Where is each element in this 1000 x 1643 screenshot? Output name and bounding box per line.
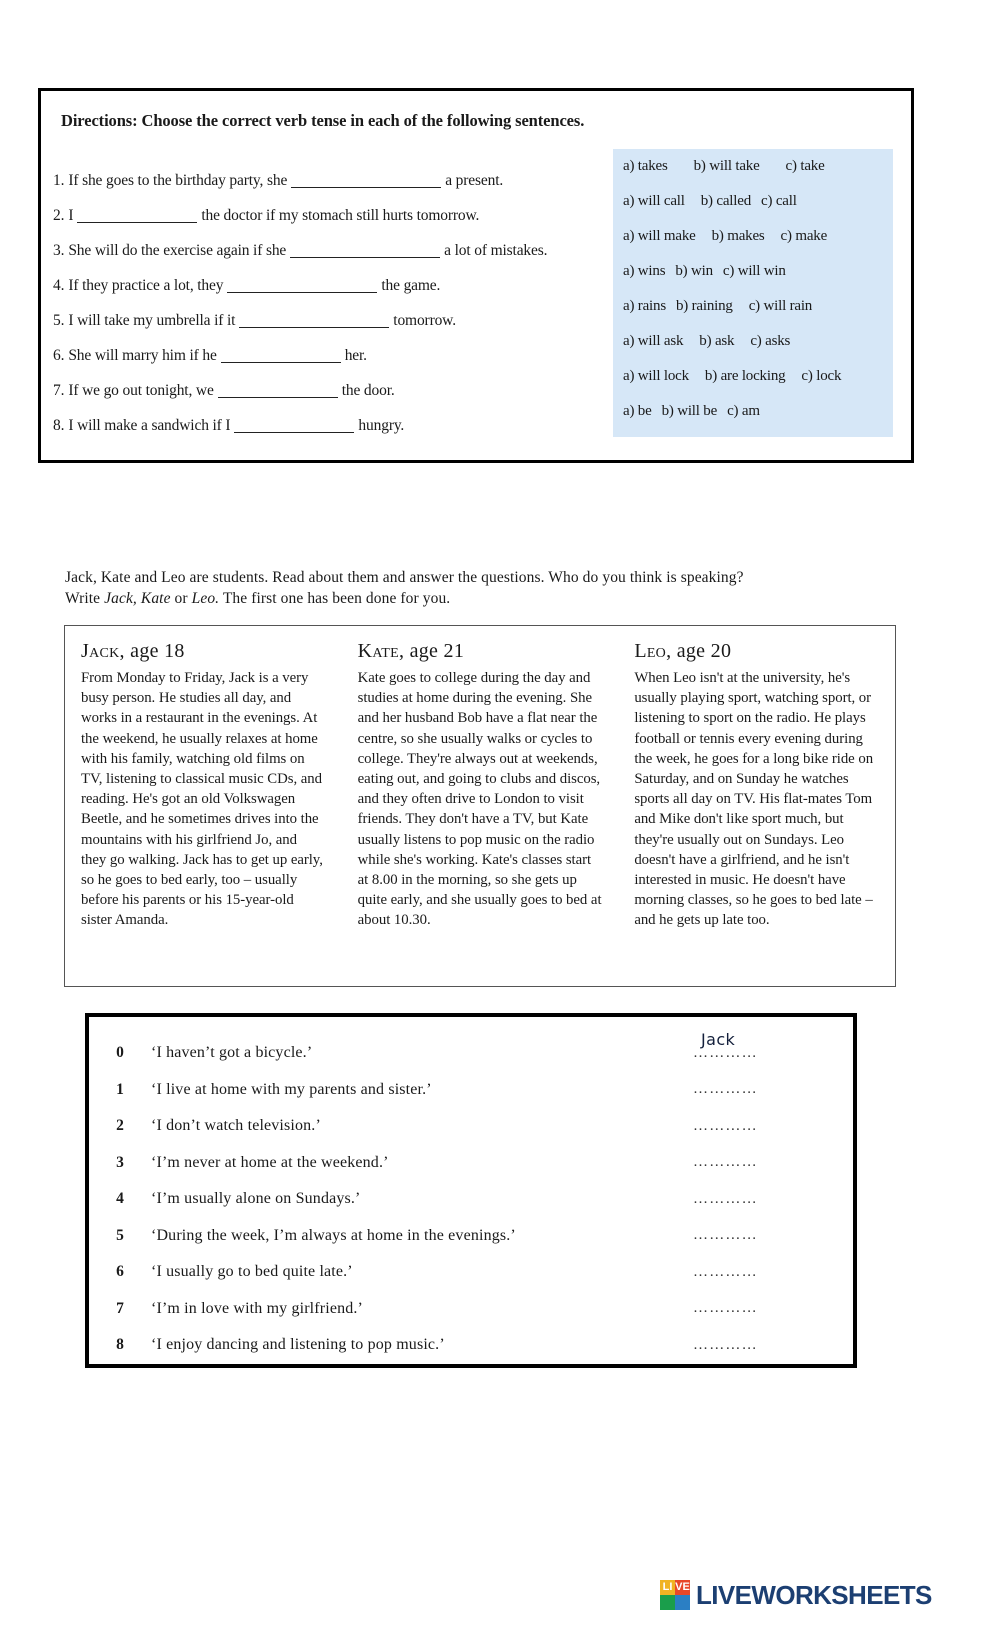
option-row — [613, 359, 893, 394]
quiz-row — [89, 1181, 853, 1218]
answer-dotted-line: ………… — [693, 1190, 758, 1207]
profile-kate-title — [358, 640, 603, 663]
profile-kate-age: , age 21 — [398, 640, 465, 662]
answer-dotted-line: ………… — [693, 1336, 758, 1353]
answer-options-panel — [613, 149, 893, 437]
quiz-statement: ‘I’m never at home at the weekend.’ — [151, 1153, 389, 1171]
option-row — [613, 149, 893, 184]
quiz-number: 5 — [116, 1226, 124, 1244]
quiz-row — [89, 1291, 853, 1328]
profile-leo-age: , age 20 — [666, 640, 732, 662]
option-row — [613, 254, 893, 289]
option-c[interactable]: c) asks — [750, 333, 791, 349]
answer-blank-4[interactable] — [227, 278, 377, 293]
option-row — [613, 324, 893, 359]
option-b[interactable]: b) called — [700, 193, 752, 209]
quiz-answer-field[interactable] — [693, 1154, 853, 1171]
quiz-row — [89, 1145, 853, 1182]
verb-sentence-list — [53, 163, 623, 443]
quiz-statement: ‘I haven’t got a bicycle.’ — [151, 1044, 313, 1062]
answer-blank-1[interactable] — [291, 173, 441, 188]
liveworksheets-mark-icon — [660, 1580, 690, 1610]
profile-kate-name: Kate — [357, 640, 399, 662]
profile-leo-text: When Leo isn't at the university, he's usually playing sport, watching sport, or listening to sport on the radio. He plays football or tennis every evening during the week, he goes for a long bike ride on Saturday, and on Sunday he watches sports all day on TV. His flat-mates Tom and Mike don't like sport much, but they're usually out on Sundays. Leo doesn't have a girlfriend, and he isn't interested in music. He doesn't have morning classes, so he goes to bed late – and he gets up late too. — [634, 670, 874, 929]
option-a[interactable]: a) rains — [623, 298, 666, 314]
sentence-number: 4. — [53, 276, 65, 294]
sentence-text-before: She will marry him if he — [68, 346, 217, 364]
sentence-text-after: the door. — [341, 381, 395, 399]
option-c[interactable]: c) am — [727, 403, 760, 419]
sentence-text-after: the doctor if my stomach still hurts tomorrow. — [201, 206, 480, 224]
sentence-text-after: the game. — [381, 276, 441, 294]
quiz-row — [89, 1029, 853, 1072]
option-b[interactable]: b) will take — [693, 158, 760, 174]
answer-dotted-line: ………… — [693, 1227, 758, 1244]
sentence-text-after: hungry. — [358, 416, 405, 434]
quiz-statement: ‘I’m in love with my girlfriend.’ — [151, 1299, 364, 1317]
verb-sentence-row — [53, 373, 623, 408]
option-b[interactable]: b) are locking — [704, 368, 786, 384]
sentence-text-before: If they practice a lot, they — [68, 276, 224, 294]
quiz-statements-box — [85, 1013, 857, 1368]
sentence-text-after: tomorrow. — [393, 311, 456, 329]
quiz-statement: ‘I usually go to bed quite late.’ — [151, 1263, 353, 1281]
sentence-number: 2. — [53, 206, 65, 224]
or-label: or — [170, 590, 192, 607]
option-b[interactable]: b) ask — [699, 333, 735, 349]
option-b[interactable]: b) win — [675, 263, 713, 279]
profile-kate — [342, 626, 619, 986]
option-row — [613, 394, 893, 429]
option-b[interactable]: b) makes — [711, 228, 765, 244]
student-profiles-container — [64, 625, 896, 987]
liveworksheets-logo[interactable] — [660, 1578, 932, 1612]
verb-sentence-row — [53, 233, 623, 268]
reading-instructions-line-2 — [65, 588, 925, 609]
verb-sentence-row — [53, 163, 623, 198]
option-row — [613, 219, 893, 254]
verb-tense-exercise-box — [38, 88, 914, 463]
quiz-answer-field[interactable] — [693, 1029, 853, 1062]
quiz-statement: ‘I don’t watch television.’ — [151, 1117, 321, 1135]
quiz-number: 0 — [116, 1044, 124, 1062]
logo-tile-ve: VE — [675, 1581, 690, 1593]
quiz-number: 3 — [116, 1153, 124, 1171]
option-a[interactable]: a) be — [623, 403, 652, 419]
sentence-text-after: a present. — [445, 171, 504, 189]
profile-jack — [65, 626, 342, 986]
sentence-number: 8. — [53, 416, 65, 434]
answer-dotted-line: ………… — [693, 1117, 758, 1134]
quiz-statement: ‘I live at home with my parents and sister.’ — [151, 1080, 432, 1098]
answer-dotted-line: ………… — [693, 1044, 758, 1061]
profile-jack-title — [81, 640, 326, 663]
quiz-row — [89, 1218, 853, 1255]
sentence-text-before: I will take my umbrella if it — [68, 311, 236, 329]
answer-value-example: Jack — [701, 1029, 736, 1049]
quiz-number: 4 — [116, 1190, 124, 1208]
verb-sentence-row — [53, 303, 623, 338]
quiz-row — [89, 1072, 853, 1109]
quiz-row — [89, 1327, 853, 1364]
sentence-text-before: She will do the exercise again if she — [68, 241, 287, 259]
verb-sentence-row — [53, 408, 623, 443]
quiz-statement: ‘I enjoy dancing and listening to pop music.’ — [151, 1336, 445, 1354]
quiz-answer-field[interactable] — [693, 1264, 853, 1281]
sentence-text-after: a lot of mistakes. — [444, 241, 548, 259]
verb-sentence-row — [53, 268, 623, 303]
quiz-number: 2 — [116, 1117, 124, 1135]
sentence-number: 7. — [53, 381, 65, 399]
names-jack-kate: Jack, Kate — [104, 590, 171, 607]
quiz-statement: ‘I’m usually alone on Sundays.’ — [151, 1190, 361, 1208]
answer-dotted-line: ………… — [693, 1300, 758, 1317]
profile-jack-age: , age 18 — [119, 640, 185, 662]
sentence-text-before: If she goes to the birthday party, she — [68, 171, 288, 189]
answer-blank-6[interactable] — [221, 348, 341, 363]
name-leo: Leo. — [191, 590, 220, 607]
option-c[interactable]: c) call — [761, 193, 797, 209]
quiz-answer-field[interactable] — [693, 1191, 853, 1208]
quiz-answer-field[interactable] — [693, 1118, 853, 1135]
sentence-text-before: I will make a sandwich if I — [68, 416, 231, 434]
option-a[interactable]: a) will call — [623, 193, 685, 209]
quiz-number: 8 — [116, 1336, 124, 1354]
option-c[interactable]: c) will win — [722, 263, 786, 279]
reading-instructions-line-1: Jack, Kate and Leo are students. Read about them and answer the questions. Who do you think is speaking? — [65, 569, 744, 586]
answer-blank-5[interactable] — [239, 313, 389, 328]
option-a[interactable]: a) will ask — [623, 333, 684, 349]
profile-jack-name: Jack — [81, 640, 120, 662]
answer-blank-3[interactable] — [290, 243, 440, 258]
quiz-answer-field[interactable] — [693, 1300, 853, 1317]
sentence-text-before: I — [68, 206, 74, 224]
verb-sentence-row — [53, 338, 623, 373]
logo-tile-3 — [660, 1595, 675, 1610]
profile-jack-text: From Monday to Friday, Jack is a very busy person. He studies all day, and works in a restaurant in the evenings. At the weekend, he usually relaxes at home with his family, watching old films on TV, listening to classical music CDs, and reading. He's got an old Volkswagen Beetle, and he sometimes drives into the mountains with his girlfriend Jo, and they go walking. Jack has to get up early, so he goes to bed early, too – usually before his parents or his 15-year-old sister Amanda. — [81, 670, 323, 929]
profile-leo — [618, 626, 895, 986]
quiz-number: 6 — [116, 1263, 124, 1281]
liveworksheets-wordmark: LIVEWORKSHEETS — [696, 1579, 932, 1610]
quiz-answer-field[interactable] — [693, 1337, 853, 1354]
option-b[interactable]: b) will be — [661, 403, 718, 419]
logo-tile-4 — [675, 1595, 690, 1610]
sentence-number: 5. — [53, 311, 65, 329]
verb-sentence-row — [53, 198, 623, 233]
sentence-number: 1. — [53, 171, 65, 189]
option-a[interactable]: a) will lock — [623, 368, 689, 384]
verb-directions-heading: Directions: Choose the correct verb tense in each of the following sentences. — [61, 111, 585, 130]
option-a[interactable]: a) wins — [623, 263, 666, 279]
quiz-row — [89, 1108, 853, 1145]
answer-blank-8[interactable] — [234, 418, 354, 433]
option-c[interactable]: c) will rain — [748, 298, 813, 314]
quiz-answer-field[interactable] — [693, 1227, 853, 1244]
quiz-statement: ‘During the week, I’m always at home in the evenings.’ — [151, 1226, 516, 1244]
answer-dotted-line: ………… — [693, 1154, 758, 1171]
quiz-answer-field[interactable] — [693, 1081, 853, 1098]
option-a[interactable]: a) takes — [623, 158, 668, 174]
reading-instructions — [65, 567, 925, 609]
option-c[interactable]: c) lock — [801, 368, 842, 384]
option-a[interactable]: a) will make — [623, 228, 696, 244]
answer-dotted-line: ………… — [693, 1081, 758, 1098]
quiz-row — [89, 1254, 853, 1291]
option-c[interactable]: c) make — [780, 228, 828, 244]
option-c[interactable]: c) take — [785, 158, 825, 174]
write-label: Write — [65, 590, 105, 607]
profile-kate-text: Kate goes to college during the day and studies at home during the evening. She and her husband Bob have a flat near the centre, so she usually walks or cycles to college. They're always out at weekends, eating out, and going to clubs and discos, and they often drive to London to visit friends. They don't have a TV, but Kate usually listens to pop music on the radio while she's working. Kate's classes start at 8.00 in the morning, so she gets up quite early, and she usually goes to bed at about 10.30. — [357, 670, 602, 929]
answer-dotted-line: ………… — [693, 1263, 758, 1280]
option-b[interactable]: b) raining — [675, 298, 733, 314]
quiz-number: 7 — [116, 1299, 124, 1317]
option-row — [613, 184, 893, 219]
option-row — [613, 289, 893, 324]
sentence-text-after: her. — [344, 346, 367, 364]
sentence-number: 3. — [53, 241, 65, 259]
sentence-text-before: If we go out tonight, we — [68, 381, 214, 399]
answer-blank-2[interactable] — [77, 208, 197, 223]
quiz-number: 1 — [116, 1080, 124, 1098]
profile-leo-title — [634, 640, 879, 663]
first-one-done-label: The first one has been done for you. — [219, 590, 451, 607]
answer-blank-7[interactable] — [218, 383, 338, 398]
profile-leo-name: Leo — [634, 640, 667, 662]
logo-tile-li: LI — [660, 1580, 675, 1595]
sentence-number: 6. — [53, 346, 65, 364]
